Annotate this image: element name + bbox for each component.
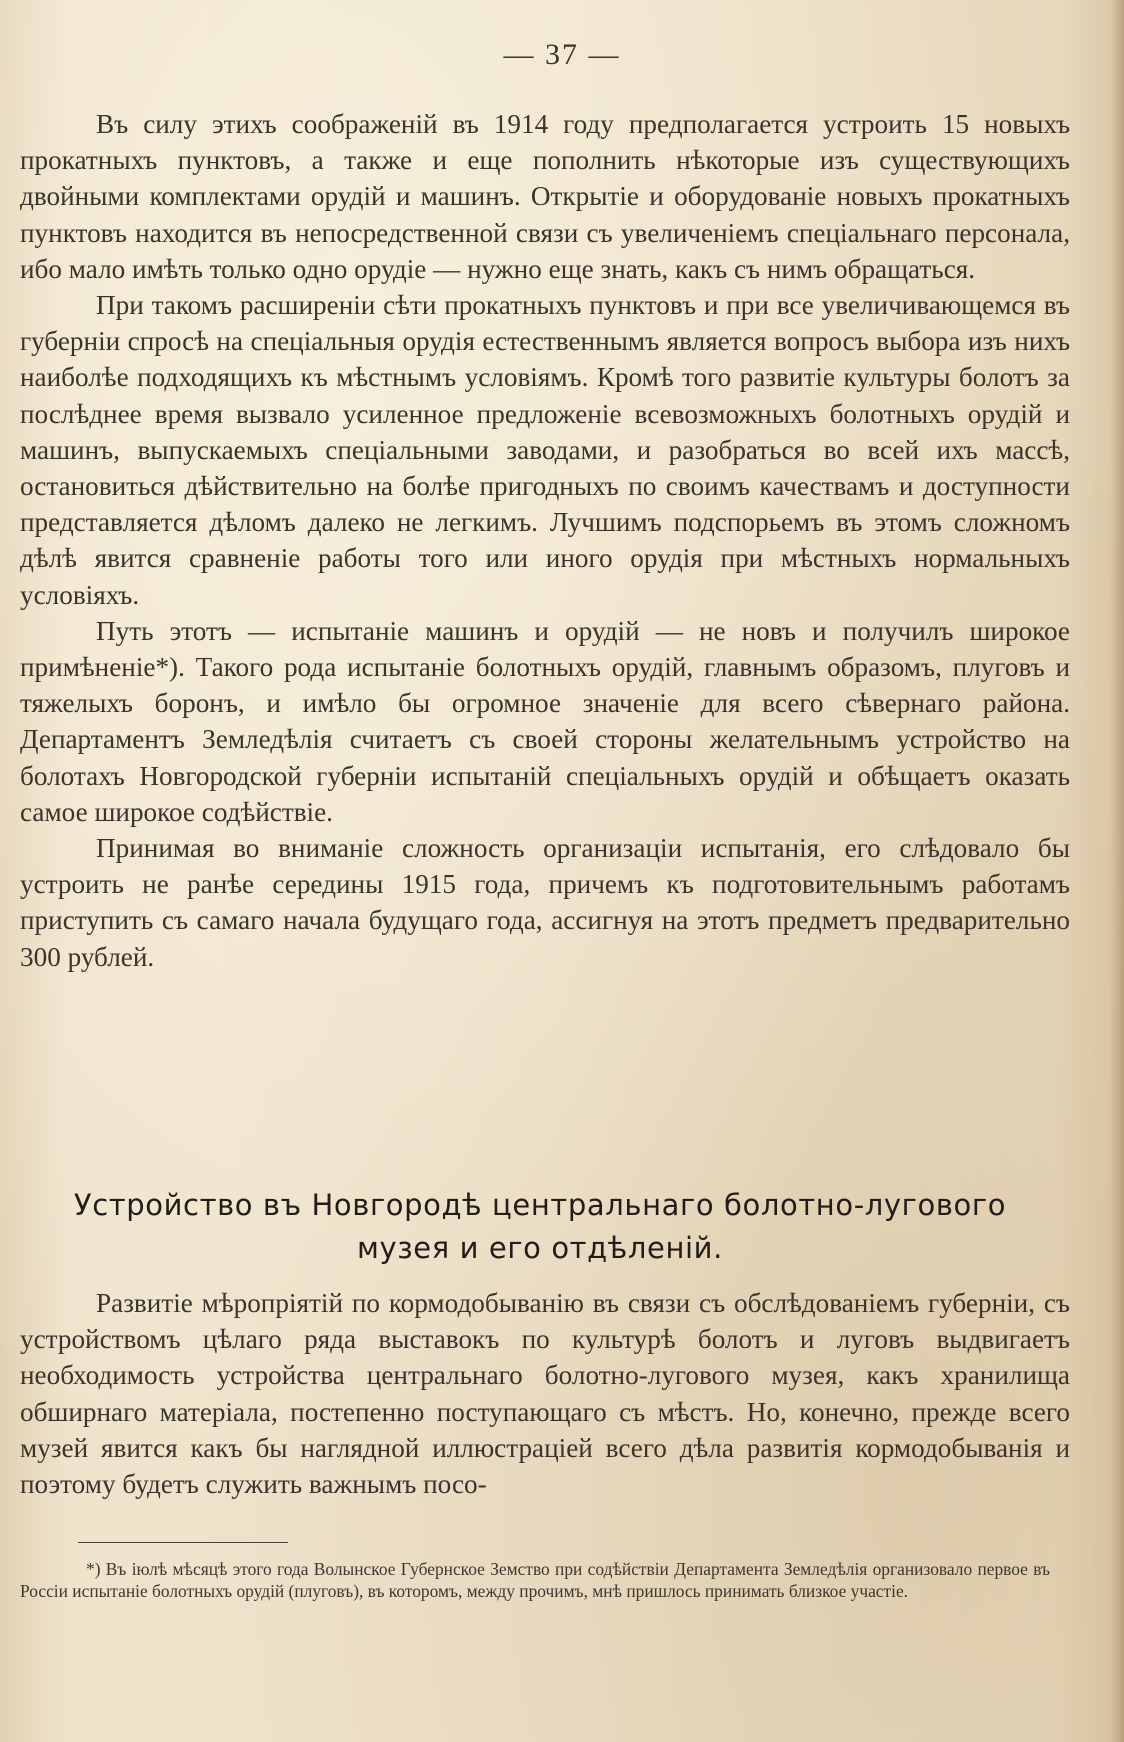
paragraph-1: Въ силу этихъ соображеній въ 1914 году предполагается устроить 15 новыхъ прокатныхъ пунктовъ, а также и еще пополнить нѣкоторые изъ существующихъ двойными комплектами орудій и машинъ. Открытіе и оборудованіе новыхъ прокатныхъ пунктовъ находится въ непосредственной связи съ увеличеніемъ спеціальнаго персонала, ибо мало имѣть только одно орудіе — нужно еще знать, какъ съ нимъ обращаться. [20, 109, 1070, 284]
section-heading-line-1: Устройство въ Новгородѣ центральнаго болотно-лугового [73, 1188, 1007, 1222]
footnote-separator [78, 1542, 288, 1543]
body-text-block [20, 106, 1070, 975]
page-number: — 37 — [503, 38, 621, 71]
footnote [20, 1558, 1050, 1602]
page-edge-shadow [1110, 0, 1124, 1742]
paragraph-2: При такомъ расширеніи сѣти прокатныхъ пунктовъ и при все увеличивающемся въ губерніи спросѣ на спеціальныя орудія естественнымъ является вопросъ выбора изъ нихъ наиболѣе подходящихъ къ мѣстнымъ условіямъ. Кромѣ того развитіе культуры болотъ за послѣднее время вызвало усиленное предложеніе всевозможныхъ болотныхъ орудій и машинъ, выпускаемыхъ спеціальными заводами, и разобраться во всей ихъ массѣ, остановиться дѣйствительно на болѣе пригодныхъ по своимъ качествамъ и доступности представляется дѣломъ далеко не легкимъ. Лучшимъ подспорьемъ въ этомъ сложномъ дѣлѣ явится сравненіе работы того или иного орудія при мѣстныхъ нормальныхъ условіяхъ. [20, 290, 1070, 610]
section-paragraph: Развитіе мѣропріятій по кормодобыванію въ связи съ обслѣдованіемъ губерніи, съ устройствомъ цѣлаго ряда выставокъ по культурѣ болотъ и луговъ выдвигаетъ необходимость устройства центральнаго болотно-лугового музея, какъ хранилища обширнаго матеріала, постепенно поступающаго съ мѣстъ. Но, конечно, прежде всего музей явится какъ бы наглядной иллюстраціей всего дѣла развитія кормодобыванія и поэтому будетъ служить важнымъ посо- [20, 1288, 1070, 1500]
footnote-text: *) Въ іюлѣ мѣсяцѣ этого года Волынское Губернское Земство при содѣйствіи Департамента Земледѣлія организовало первое въ Россіи испытаніе болотныхъ орудій (плуговъ), въ которомъ, между прочимъ, мнѣ пришлось принимать близкое участіе. [20, 1559, 1050, 1601]
section-heading [20, 1184, 1060, 1270]
paragraph-3: Путь этотъ — испытаніе машинъ и орудій — не новъ и получилъ широкое примѣненіе*). Такого рода испытаніе болотныхъ орудій, главнымъ образомъ, плуговъ и тяжелыхъ боронъ, и имѣло бы огромное значеніе для всего сѣвернаго района. Департаментъ Земледѣлія считаетъ съ своей стороны желательнымъ устройство на болотахъ Новгородской губерніи испытаній спеціальныхъ орудій и обѣщаетъ оказать самое широкое содѣйствіе. [20, 615, 1070, 827]
paragraph-4: Принимая во вниманіе сложность организаціи испытанія, его слѣдовало бы устроить не ранѣе середины 1915 года, причемъ къ подготовительнымъ работамъ приступить съ самаго начала будущаго года, ассигнуя на этотъ предметъ предварительно 300 рублей. [20, 833, 1070, 972]
section-body-text [20, 1285, 1070, 1502]
section-heading-line-2: музея и его отдѣленій. [357, 1231, 723, 1265]
